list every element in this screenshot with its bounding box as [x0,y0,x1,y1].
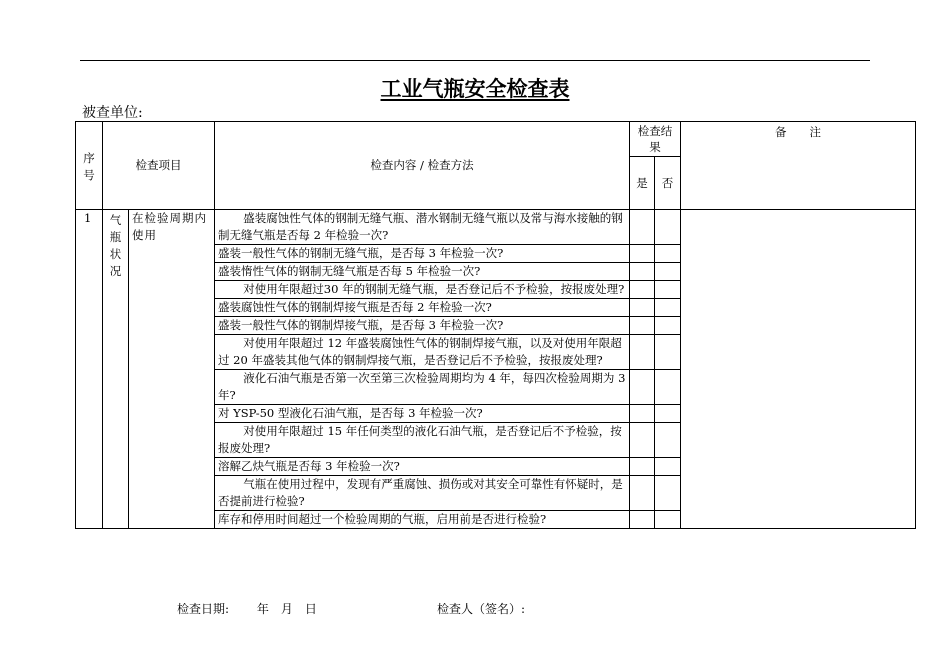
result-yes-cell[interactable] [630,245,655,263]
check-content: 对使用年限超过30 年的钢制无缝气瓶，是否登记后不予检验，按报废处理? [215,281,630,299]
check-content: 盛装一般性气体的钢制无缝气瓶，是否每 3 年检验一次? [215,245,630,263]
result-no-cell[interactable] [655,370,681,405]
result-no-cell[interactable] [655,210,681,245]
check-content: 盛装一般性气体的钢制焊接气瓶，是否每 3 年检验一次? [215,317,630,335]
result-yes-cell[interactable] [630,210,655,245]
top-rule [80,60,870,61]
section-category [103,210,129,529]
check-content: 盛装腐蚀性气体的钢制无缝气瓶、潜水钢制无缝气瓶以及常与海水接触的钢制无缝气瓶是否每 2 年检验一次? [215,210,630,245]
section-category-text: 气瓶状况 [109,213,122,278]
header-no-text: 序号 [83,150,95,182]
check-content: 溶解乙炔气瓶是否每 3 年检验一次? [215,458,630,476]
header-content: 检查内容 / 检查方法 [215,122,630,210]
inspected-unit-label: 被查单位: [82,105,143,121]
header-remark: 备 注 [681,122,916,210]
header-result-text: 检查结果 [637,124,673,154]
inspector-signature-label: 检查人（签名）: [437,602,526,616]
result-no-cell[interactable] [655,281,681,299]
result-no-cell[interactable] [655,299,681,317]
result-yes-cell[interactable] [630,299,655,317]
section-sub-item: 在检验周期内使用 [129,210,215,529]
page-title [0,73,950,103]
result-no-cell[interactable] [655,317,681,335]
result-no-cell[interactable] [655,245,681,263]
inspection-date [177,600,317,617]
header-item: 检查项目 [103,122,215,210]
result-yes-cell[interactable] [630,370,655,405]
result-no-cell[interactable] [655,423,681,458]
check-content: 对 YSP-50 型液化石油气瓶，是否每 3 年检验一次? [215,405,630,423]
result-no-cell[interactable] [655,263,681,281]
check-content: 盛装惰性气体的钢制无缝气瓶是否每 5 年检验一次? [215,263,630,281]
header-result [630,122,681,157]
header-no [76,122,103,210]
result-yes-cell[interactable] [630,335,655,370]
result-yes-cell[interactable] [630,423,655,458]
result-no-cell[interactable] [655,511,681,529]
result-yes-cell[interactable] [630,458,655,476]
result-no-cell[interactable] [655,476,681,511]
result-no-cell[interactable] [655,405,681,423]
check-content: 盛装腐蚀性气体的钢制焊接气瓶是否每 2 年检验一次? [215,299,630,317]
section-number: 1 [76,210,103,529]
table-row [76,210,916,245]
header-row-1 [76,122,916,157]
result-yes-cell[interactable] [630,281,655,299]
result-no-cell[interactable] [655,458,681,476]
result-yes-cell[interactable] [630,405,655,423]
page-title-text: 工业气瓶安全检查表 [380,77,570,101]
inspection-date-label: 检查日期: [177,602,230,616]
result-no-cell[interactable] [655,335,681,370]
header-yes: 是 [630,157,655,210]
check-content: 气瓶在使用过程中，发现有严重腐蚀、损伤或对其安全可靠性有怀疑时，是否提前进行检验? [215,476,630,511]
result-yes-cell[interactable] [630,511,655,529]
header-no-result: 否 [655,157,681,210]
remark-cell[interactable] [681,210,916,529]
check-content: 对使用年限超过 12 年盛装腐蚀性气体的钢制焊接气瓶，以及对使用年限超过 20 年盛装其他气体的钢制焊接气瓶，是否登记后不予检验，按报废处理? [215,335,630,370]
check-content: 液化石油气瓶是否第一次至第三次检验周期均为 4 年，每四次检验周期为 3 年? [215,370,630,405]
check-content: 库存和停用时间超过一个检验周期的气瓶，启用前是否进行检验? [215,511,630,529]
inspection-table [75,121,916,529]
result-yes-cell[interactable] [630,476,655,511]
inspection-date-fields: 年 月 日 [256,602,317,616]
check-content: 对使用年限超过 15 年任何类型的液化石油气瓶，是否登记后不予检验，按报废处理? [215,423,630,458]
result-yes-cell[interactable] [630,263,655,281]
result-yes-cell[interactable] [630,317,655,335]
